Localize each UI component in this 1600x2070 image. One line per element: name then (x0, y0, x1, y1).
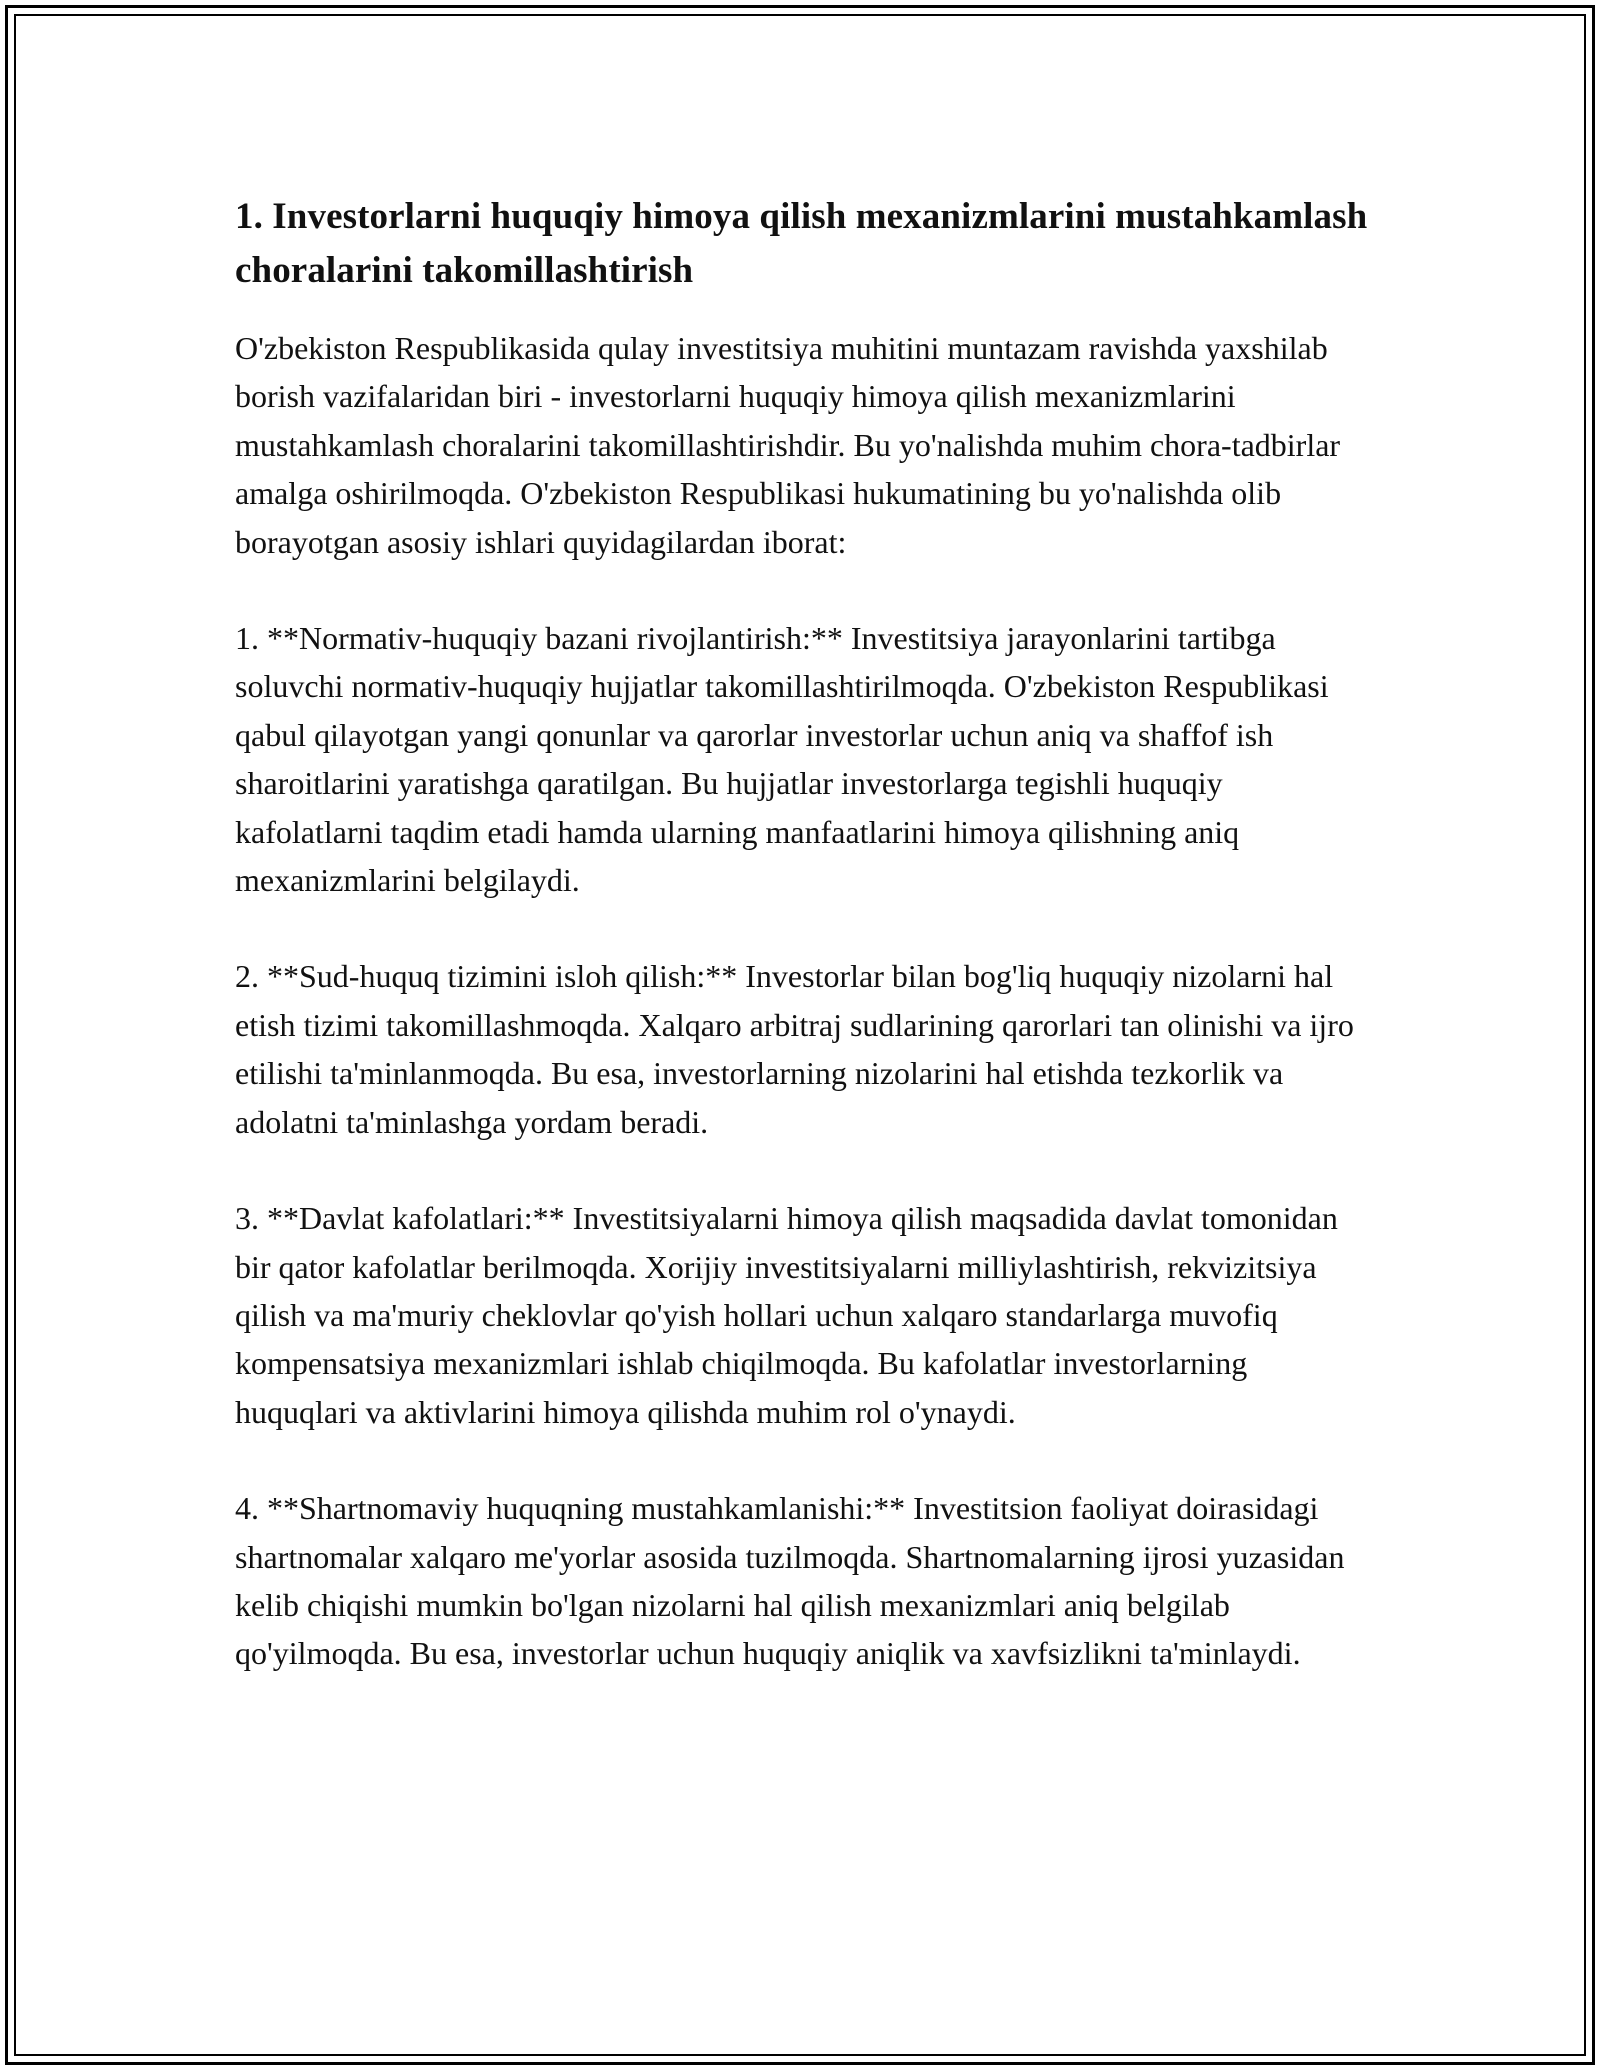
section-heading: 1. Investorlarni huquqiy himoya qilish mexanizmlarini mustahkamlash choralarini takomillashtirish (235, 196, 1368, 291)
list-item-state-guarantees: 3. **Davlat kafolatlari:** Investitsiyalarni himoya qilish maqsadida davlat tomonidan bir qator kafolatlar berilmoqda. Xorijiy investitsiyalarni milliylashtirish, rekvizitsiya qilish va ma'muriy cheklovlar qo'yish hollari uchun xalqaro standarlarga muvofiq kompensatsiya mexanizmlari ishlab chiqilmoqda. Bu kafolatlar investorlarning huquqlari va aktivlarini himoya qilishda muhim rol o'ynaydi. (235, 1200, 1338, 1430)
document-body (235, 190, 1375, 1726)
list-item-normative-base: 1. **Normativ-huquqiy bazani rivojlantirish:** Investitsiya jarayonlarini tartibga soluvchi normativ-huquqiy hujjatlar takomillashtirilmoqda. O'zbekiston Respublikasi qabul qilayotgan yangi qonunlar va qarorlar investorlar uchun aniq va shaffof ish sharoitlarini yaratishga qaratilgan. Bu hujjatlar investorlarga tegishli huquqiy kafolatlarni taqdim etadi hamda ularning manfaatlarini himoya qilishning aniq mexanizmlarini belgilaydi. (235, 620, 1329, 899)
list-item-contract-law: 4. **Shartnomaviy huquqning mustahkamlanishi:** Investitsion faoliyat doirasidagi shartnomalar xalqaro me'yorlar asosida tuzilmoqda. Shartnomalarning ijrosi yuzasidan kelib chiqishi mumkin bo'lgan nizolarni hal qilish mexanizmlari aniq belgilab qo'yilmoqda. Bu esa, investorlar uchun huquqiy aniqlik va xavfsizlikni ta'minlaydi. (235, 1490, 1345, 1672)
intro-paragraph: O'zbekiston Respublikasida qulay investitsiya muhitini muntazam ravishda yaxshilab borish vazifalaridan biri - investorlarni huquqiy himoya qilish mexanizmlarini mustahkamlash choralarini takomillashtirishdir. Bu yo'nalishda muhim chora-tadbirlar amalga oshirilmoqda. O'zbekiston Respublikasi hukumatining bu yo'nalishda olib borayotgan asosiy ishlari quyidagilardan iborat: (235, 330, 1341, 560)
list-item-judicial-reform: 2. **Sud-huquq tizimini isloh qilish:** Investorlar bilan bog'liq huquqiy nizolarni hal etish tizimi takomillashmoqda. Xalqaro arbitraj sudlarining qarorlari tan olinishi va ijro etilishi ta'minlanmoqda. Bu esa, investorlarning nizolarini hal etishda tezkorlik va adolatni ta'minlashga yordam beradi. (235, 958, 1354, 1140)
